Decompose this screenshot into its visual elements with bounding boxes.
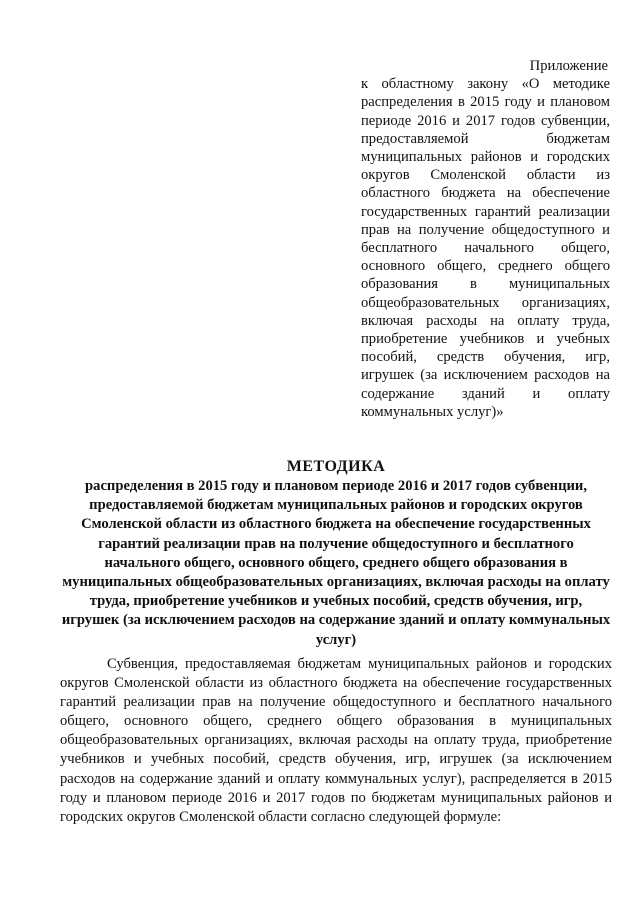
appendix-block — [361, 57, 610, 421]
body-paragraph: Субвенция, предоставляемая бюджетам муниципальных районов и городских округов Смоленской области из областного бюджета на обеспечение государственных гарантий реализации прав на получение общедоступного и бесплатного начального общего, основного общего, среднего общего образования в муниципальных общеобразовательных организациях, включая расходы на оплату труда, приобретение учебников и учебных пособий, средств обучения, игр, игрушек (за исключением расходов на содержание зданий и оплату коммунальных услуг), распределяется в 2015 году и плановом периоде 2016 и 2017 годов по бюджетам муниципальных районов и городских округов Смоленской области согласно следующей формуле: — [60, 656, 612, 825]
document-title-block — [60, 457, 612, 650]
document-title: МЕТОДИКА — [286, 458, 386, 475]
document-subtitle: распределения в 2015 году и плановом периоде 2016 и 2017 годов субвенции, предоставляемой бюджетам муниципальных районов и городских округов Смоленской области из областного бюджета на обеспечение государственных гарантий реализации прав на получение общедоступного и бесплатного начального общего, основного общего, среднего общего образования в муниципальных общеобразовательных организациях, включая расходы на оплату труда, приобретение учебников и учебных пособий, средств обучения, игр, игрушек (за исключением расходов на содержание зданий и оплату коммунальных услуг) — [61, 478, 611, 648]
appendix-title: Приложение — [529, 58, 608, 74]
appendix-body: к областному закону «О методике распределения в 2015 году и плановом периоде 2016 и 2017 годов субвенции, предоставляемой бюджетам муниципальных районов и городских округов Смоленской области из областного бюджета на обеспечение государственных гарантий реализации прав на получение общедоступного и бесплатного начального общего, основного общего, среднего общего образования в муниципальных общеобразовательных организациях, включая расходы на оплату труда, приобретение учебников и учебных пособий, средств обучения, игр, игрушек (за исключением расходов на содержание зданий и оплату коммунальных услуг)» — [361, 76, 610, 420]
